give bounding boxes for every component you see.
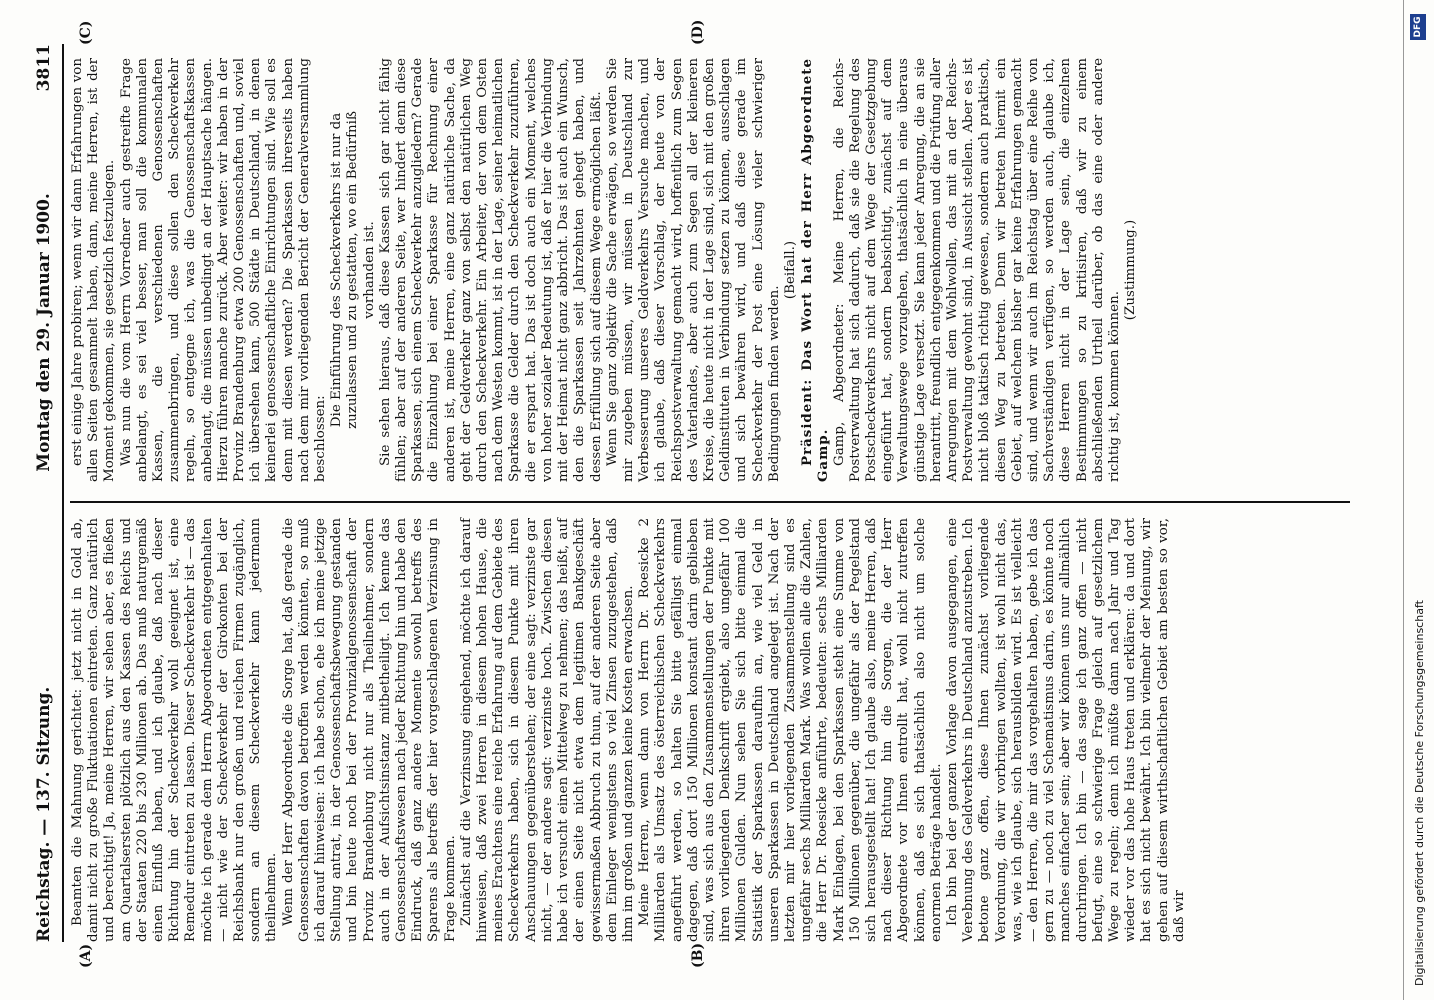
page-header: [28, 44, 64, 942]
quoted-resolution: Die Einführung des Scheckverkehrs ist nur da zuzulassen und zu gestatten, wo ein Bedürfniß vorhanden ist.: [329, 111, 377, 429]
paragraph: Wenn Sie ganz objektiv die Sache erwägen, so werden Sie mir zugeben müssen, wir müssen in Deutschland zur Verbesserung unseres Geldverkehrs Versuche machen, und ich glaube, daß dieser Vorschlag, der heute von der Reichspostverwaltung gemacht wird, hoffentlich zum Segen des Vaterlandes, aber auch zum Segen all der kleineren Kreise, die heute nicht in der Lage sind, sich mit den großen Geldinstituten in Verbindung setzen zu können, ausschlagen und sich bewähren wird, und daß diese gerade im Scheckverkehr der Post eine Lösung vieler schwieriger Bedingungen finden werden.: [604, 58, 782, 482]
applause-note: (Beifall.): [782, 240, 798, 300]
paragraph: Sie sehen hieraus, daß diese Kassen sich gar nicht fähig fühlen; aber auf der anderen Seite, wer hindert denn diese Sparkassen, sich einem Scheckverkehr anzugliedern? Gerade die Einzahlung bei einer Sparkasse für Rechnung einer anderen ist, meine Herren, eine ganz natürliche Sache, da geht der Geldverkehr ganz von selbst den natürlichen Weg durch den Scheckverkehr. Ein Arbeiter, der von dem Osten nach dem Westen kommt, ist in der Lage, seiner heimatlichen Sparkasse die Gelder durch den Scheckverkehr zuzuführen, die er erspart hat. Das ist doch auch ein Moment, welches von hoher sozialer Bedeutung ist, daß er hier die Verbindung mit der Heimat nicht ganz abbricht. Das ist auch ein Wunsch, den die Sparkassen seit Jahrzehnten gehegt haben, und dessen Erfüllung sich auf diesem Wege ermöglichen läßt.: [377, 58, 604, 482]
header-date: Montag den 29. Januar 1900.: [34, 193, 54, 472]
margin-mark-d: (D): [690, 19, 706, 45]
dfg-logo-icon: DFG: [1410, 14, 1426, 40]
speech-gamp: Gamp, Abgeordneter: Meine Herren, die Reichs-Postverwaltung hat sich dadurch, daß sie die Regelung des Postscheckverkehrs nicht auf dem Wege der Gesetzgebung eingeführt hat, sondern beabsichtigt, zunächst auf dem Verwaltungswege vorzugehen, thatsächlich in eine überaus günstige Lage versetzt. Sie kann jeder Anregung, die an sie herantritt, freundlich entgegenkommen und die Prüfung aller Anregungen mit dem Wohlwollen, das mit an der Reichs-Postverwaltung gewohnt sind, in Aussicht stellen. Aber es ist nicht bloß taktisch richtig gewesen, sondern auch praktisch, diesen Weg zu betreten. Denn wir betreten hiermit ein Gebiet, auf welchem bisher gar keine Erfahrungen gemacht sind, und wenn wir auch im Reichstag über eine Reihe von Sachverständigen verfügen, so werden auch, glaube ich, diese Herren nicht in der Lage sein, die einzelnen Bestimmungen so zu kritisiren, daß wir zu einem abschließenden Urtheil darüber, ob das eine oder andere richtig ist, kommen können.: [831, 58, 1122, 482]
margin-mark-b: (B): [690, 942, 706, 968]
funding-note: Digitalisierung gefördert durch die Deutsche Forschungsgemeinschaft: [1413, 600, 1426, 986]
page-number: 3811: [34, 44, 54, 92]
header-session: Reichstag. — 137. Sitzung.: [34, 686, 54, 942]
approval-note: (Zustimmung.): [1123, 219, 1139, 321]
paragraph: Zunächst auf die Verzinsung eingehend, möchte ich darauf hinweisen, daß zwei Herren in diesem hohen Hause, die meines Erachtens eine reiche Erfahrung auf dem Gebiete des Scheckverkehrs haben, sich in diesem Punkte mit ihren Anschauungen gegenüberstehen; der eine sagt: verzinste gar nicht, — der andere sagt: verzinste hoch. Zwischen diesen habe ich versucht einen Mittelweg zu nehmen; das heißt, auf der einen Seite nicht etwa dem legitimen Bankgeschäft gewissermaßen Abbruch zu thun, auf der anderen Seite aber dem Einleger wenigstens so viel Zinsen zuzugestehen, daß ihm im großen und ganzen keine Kosten erwachsen.: [458, 518, 636, 942]
paragraph: Was nun die vom Herrn Vorredner auch gestreifte Frage anbelangt, es sei viel besser, man soll die kommunalen Kassen, die verschiedenen Genossenschaften zusammenbringen, und diese sollen den Scheckverkehr regeln, so entgegne ich, was die Genossenschaftskassen anbelangt, die müssen unbedingt an der Hauptsache hängen. Hierzu führen manche zurück. Aber weiter: wir haben in der Provinz Brandenburg etwa 200 Genossenschaften und, soviel ich übersehen kann, 500 Städte in Deutschland, in denen keinerlei genossenschaftliche Einrichtungen sind. Wie soll es denn mit diesen werden? Die Sparkassen ihrerseits haben nach dem mir vorliegenden Bericht der Generalversammlung beschlossen:: [118, 58, 329, 482]
president-remark: Präsident: Das Wort hat der Herr Abgeordnete Gamp.: [799, 58, 832, 482]
paragraph: Meine Herren, wenn dann von Herrn Dr. Roesicke 2 Milliarden als Umsatz des österreichischen Scheckverkehrs angeführt werden, so halten Sie bitte gefälligst einmal dagegen, daß dort 150 Millionen konstant darin geblieben sind, was sich aus den Zusammenstellungen der Punkte mit ihren vorliegenden Denkschrift ergiebt, also ungefähr 100 Millionen Gulden. Nun sehen Sie sich bitte einmal die Statistik der Sparkassen daraufhin an, wie viel Geld in unseren Sparkassen in Deutschland angelegt ist. Nach der letzten mir hier vorliegenden Zusammenstellung sind es ungefähr sechs Milliarden Mark. Was wollen alle die Zahlen, die Herr Dr. Roesicke anführte, bedeuten: sechs Milliarden Mark Einlagen, bei den Sparkassen steht eine Summe von 150 Millionen gegenüber, die ungefähr als der Pegelstand sich herausgestellt hat! Ich glaube also, meine Herren, daß nach dieser Richtung hin die Sorgen, die der Herr Abgeordnete vor Ihnen entrollt hat, wohl nicht zutreffen können, daß es sich thatsächlich also nicht um solche enormen Beträge handelt.: [637, 518, 944, 942]
column-left: [70, 518, 1188, 942]
margin-mark-c: (C): [78, 20, 94, 45]
paragraph: Ich bin bei der ganzen Vorlage davon ausgegangen, eine Verebnung des Geldverkehrs in Deutschland anzustreben. Ich betone ganz offen, diese Ihnen zunächst vorliegende Verordnung, die wir vorbringen wollten, ist wohl nicht das, was, wie ich glaube, sich herausbilden wird. Es ist vielleicht — den Herren, die mir das vorgehalten haben, gebe ich das gern zu — noch zu viel Schematismus darin, es könnte noch manches einfacher sein; aber wir können uns nur allmählich durchringen. Ich bin — das sage ich ganz offen — nicht befugt, eine so schwierige Frage gleich auf gesetzlichem Wege zu regeln; denn ich müßte dann nach Jahr und Tag wieder vor das hohe Haus treten und erklären: da und dort hat es sich nicht bewährt. Ich bin vielmehr der Meinung, wir gehen auf diesem wirthschaftlichen Gebiet am besten so vor, daß wir: [944, 518, 1187, 942]
digitization-footer: [1403, 0, 1434, 1000]
column-divider: [70, 501, 1350, 503]
margin-mark-a: (A): [78, 943, 94, 968]
paragraph: erst einige Jahre probiren; wenn wir dann Erfahrungen von allen Seiten gesammelt haben, dann, meine Herren, ist der Moment gekommen, sie gesetzlich festzulegen.: [70, 58, 118, 482]
column-right: [70, 58, 1139, 482]
header-date-page: [34, 44, 54, 472]
paragraph: Beamten die Mahnung gerichtet: jetzt nicht in Gold ab, damit nicht zu große Fluktuationen eintreten. Ganz natürlich und berechtigt! Ja, meine Herren, wir sehen aber, es fließen am Quartalsersten plötzlich aus den Kassen des Reichs und der Staaten 220 bis 230 Millionen ab. Das muß naturgemäß einen Einfluß haben, und ich glaube, daß nach dieser Richtung hin der Scheckverkehr wohl geeignet ist, eine Remedur eintreten zu lassen. Dieser Scheckverkehr ist — das möchte ich gerade dem Herrn Abgeordneten entgegenhalten — nicht wie der Scheckverkehr der Girokonten bei der Reichsbank nur den großen und reichen Firmen zugänglich, sondern an diesem Scheckverkehr kann jedermann theilnehmen.: [70, 518, 280, 942]
paragraph: Wenn der Herr Abgeordnete die Sorge hat, daß gerade die Genossenschaften davon betroffen werden könnten, so muß ich darauf hinweisen: ich habe schon, ehe ich meine jetzige Stellung antrat, in der Genossenschaftsbewegung gestanden und bin heute noch bei der Provinzialgenossenschaft der Provinz Brandenburg nicht nur als Theilnehmer, sondern auch in der Aufsichtsinstanz mitbetheiligt. Ich kenne das Genossenschaftswesen nach jeder Richtung hin und habe den Eindruck, daß ganz andere Momente sowohl betreffs des Sparens als betreffs der hier vorgeschlagenen Verzinsung in Frage kommen.: [280, 518, 458, 942]
